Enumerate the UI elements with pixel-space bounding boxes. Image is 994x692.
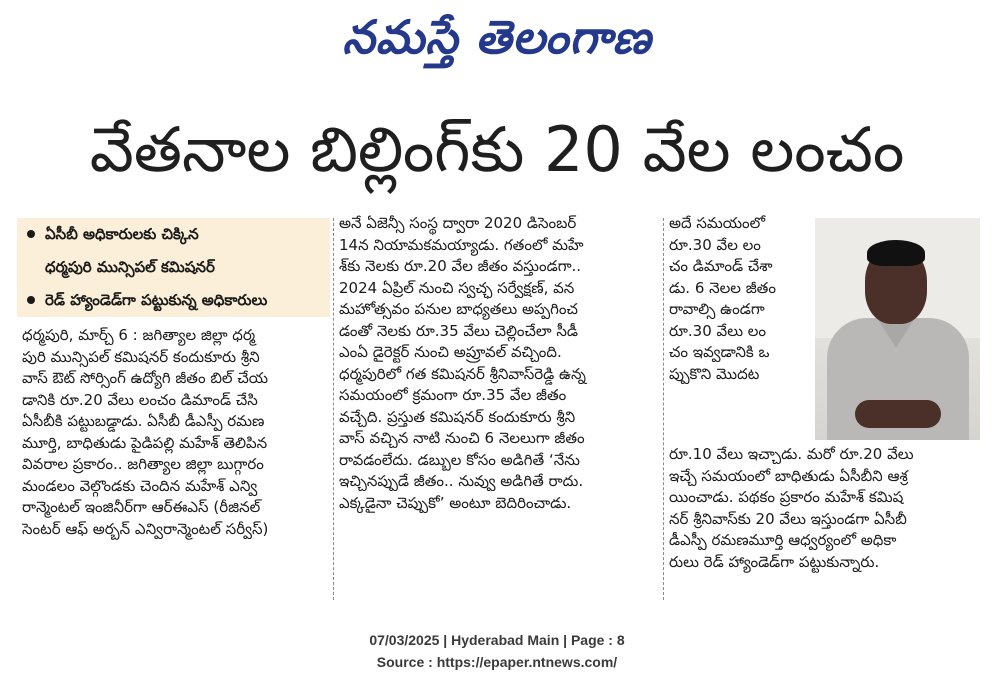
text-line: రూ.30 వేలు లం — [669, 321, 767, 340]
text-line: మూర్తి, బాధితుడు పైడిపల్లి మహేశ్ తెలిపిన — [22, 433, 268, 452]
text-line: వాస్ వచ్చిన నాటి నుంచి 6 నెలలుగా జీతం — [339, 429, 585, 447]
text-line: 14న నియామకమయ్యాడు. గతంలో మహే — [339, 235, 584, 254]
highlight-item: రెడ్ హ్యాండెడ్‌గా పట్టుకున్న అధికారులు — [17, 284, 330, 317]
text-line: రులు రెడ్ హ్యాండెడ్‌గా పట్టుకున్నారు. — [669, 552, 880, 571]
text-line: యించాడు. పథకం ప్రకారం మహేశ్ కమిష — [669, 488, 904, 506]
text-line: డానికి రూ.20 వేలు లంచం డిమాండ్ చేసి — [22, 390, 258, 409]
text-line: చం డిమాండ్ చేశా — [669, 257, 773, 275]
text-line: ఇచ్చే సమయంలో బాధితుడు ఏసీబీని ఆశ్ర — [669, 466, 908, 485]
text-line: ధర్మపురిలో గత కమిషనర్ శ్రీనివాస్‌రెడ్డి ఉన్న — [339, 364, 586, 383]
text-line: ప్పుకొని మొదట — [669, 364, 760, 383]
text-line: పురి మున్సిపల్ కమిషనర్ కందుకూరు శ్రీని — [22, 347, 260, 366]
commissioner-photo — [815, 218, 980, 440]
text-line: ఎక్కడైనా చెప్పుకో’ అంటూ బెదిరించాడు. — [339, 493, 572, 512]
text-line: అనే ఏజెన్సీ సంస్థ ద్వారా 2020 డిసెంబర్ — [339, 214, 577, 232]
text-line: వచ్చేది. ప్రస్తుత కమిషనర్ కందుకూరు శ్రీని — [339, 407, 576, 426]
text-line: నర్ శ్రీనివాస్‌కు 20 వేలు ఇస్తుండగా ఏసీబీ — [669, 509, 907, 528]
photo-hair — [867, 240, 925, 266]
text-line: డంతో నెలకు రూ.35 వేలు చెల్లించేలా సీడీ — [339, 321, 579, 340]
article-column-3-top — [669, 213, 809, 385]
text-line: ఇచ్చినప్పుడే జీతం.. నువ్వు అడిగితే రాదు. — [339, 472, 584, 490]
text-line: ధర్మపురి, మార్చ్ 6 : జగిత్యాల జిల్లా ధర్మ — [22, 326, 256, 344]
text-line: చం ఇవ్వడానికి ఒ — [669, 343, 770, 361]
column-divider — [333, 218, 334, 600]
text-line: మండలం వెల్గొండకు చెందిన మహేశ్ ఎన్వి — [22, 476, 258, 495]
bullet-icon — [27, 230, 35, 238]
highlight-item: ధర్మపురి మున్సిపల్ కమిషనర్ — [45, 258, 215, 276]
text-line: వివరాల ప్రకారం.. జగిత్యాల జిల్లా బుగ్గారం — [22, 455, 264, 473]
article-column-3-bottom — [669, 444, 979, 573]
text-line: సెంటర్ ఆఫ్ అర్బన్ ఎన్విరాన్మెంటల్ సర్వీస్) — [22, 519, 269, 538]
text-line: రాన్మెంటల్ ఇంజినీర్‌గా ఆర్ఈఎస్ (రీజినల్ — [22, 498, 261, 516]
text-line: శ్‌కు నెలకు రూ.20 వేల జీతం వస్తుండగా.. — [339, 257, 582, 275]
highlight-item: ఏసీబీ అధికారులకు చిక్కిన — [17, 218, 330, 251]
text-line: డు. 6 నెలల జీతం — [669, 278, 776, 297]
source-link[interactable]: Source : https://epaper.ntnews.com/ — [376, 654, 618, 670]
text-line: ఎంఏ డైరెక్టర్ నుంచి అప్రూవల్ వచ్చింది. — [339, 343, 562, 361]
text-line: రూ.30 వేల లం — [669, 235, 761, 254]
article-column-1 — [22, 325, 327, 540]
newspaper-masthead: నమస్తే తెలంగాణ — [342, 10, 652, 64]
text-line: రావడంలేదు. డబ్బుల కోసం అడిగితే ‘నేను — [339, 450, 580, 469]
photo-hands — [855, 400, 941, 428]
article-headline: వేతనాల బిల్లింగ్‌కు 20 వేల లంచం — [89, 113, 905, 186]
text-line: వాస్ ఔట్ సోర్సింగ్ ఉద్యోగి జీతం బిల్ చేయ — [22, 369, 269, 387]
text-line: ఏసీబీకి పట్టుబడ్డాడు. ఏసీబీ డీఎస్పీ రమణ — [22, 412, 265, 430]
article-column-2 — [339, 213, 657, 514]
text-line: అదే సమయంలో — [669, 214, 766, 232]
text-line: రావాల్సి ఉండగా — [669, 300, 765, 318]
bullet-icon — [27, 296, 35, 304]
text-line: మహోత్సవం పనుల బాధ్యతలు అప్పగించ — [339, 300, 578, 318]
column-divider — [663, 218, 664, 600]
text-line: సమయంలో క్రమంగా రూ.35 వేల జీతం — [339, 386, 567, 404]
text-line: 2024 ఏప్రిల్ నుంచి స్వచ్ఛ సర్వేక్షణ్, వన — [339, 278, 575, 297]
highlights-box — [17, 218, 330, 317]
text-line: డీఎస్పీ రమణమూర్తి ఆధ్వర్యంలో అధికా — [669, 531, 897, 549]
edition-info: 07/03/2025 | Hyderabad Main | Page : 8 — [369, 632, 625, 648]
text-line: రూ.10 వేలు ఇచ్చాడు. మరో రూ.20 వేలు — [669, 445, 914, 463]
